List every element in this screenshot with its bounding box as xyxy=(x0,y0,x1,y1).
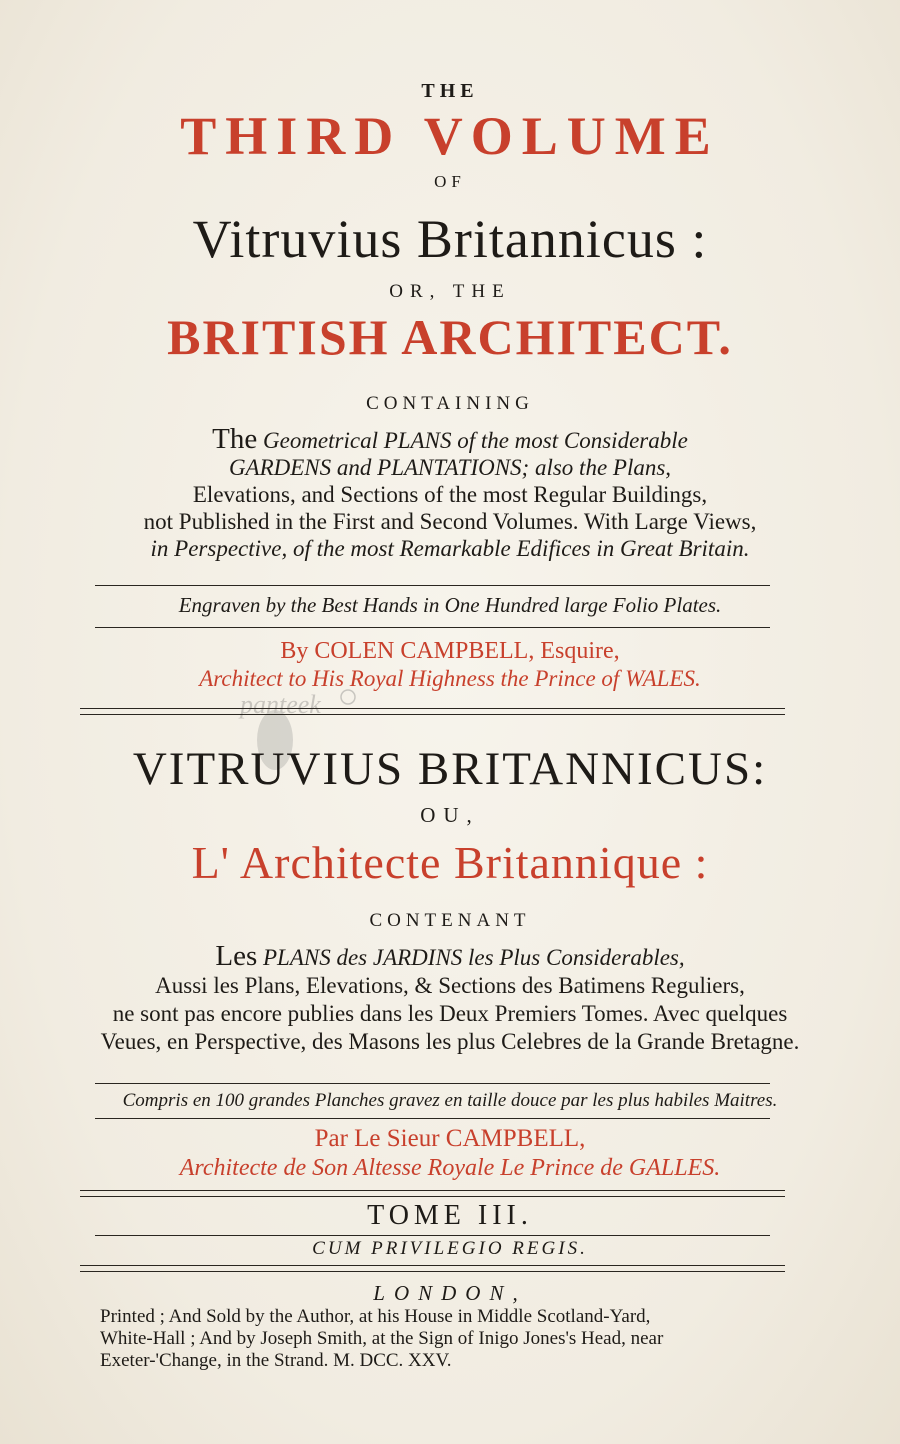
author-title-line: Architect to His Royal Highness the Prince of WALES. xyxy=(199,666,701,691)
heading-or-the: OR, THE xyxy=(389,281,511,302)
heading-the: THE xyxy=(421,80,479,102)
rule-divider xyxy=(95,1118,770,1119)
french-desc-first-word: Les xyxy=(215,940,258,972)
double-rule-divider xyxy=(80,1190,785,1197)
english-description xyxy=(60,423,840,562)
heading-of: OF xyxy=(434,172,466,191)
double-rule-divider xyxy=(80,1265,785,1272)
label-contenant: CONTENANT xyxy=(369,910,531,931)
heading-third-volume: THIRD VOLUME xyxy=(180,106,720,166)
imprint-line-1: Printed ; And Sold by the Author, at his House in Middle Scotland-Yard, xyxy=(100,1306,651,1327)
heading-british-architect: BRITISH ARCHITECT. xyxy=(167,309,733,365)
heading-vitruvius-britannicus: Vitruvius Britannicus : xyxy=(192,209,708,269)
imprint-line-3: Exeter-'Change, in the Strand. M. DCC. XXV. xyxy=(100,1350,452,1371)
french-heading-ou: OU, xyxy=(420,803,480,827)
english-desc-line-1-rest: Geometrical PLANS of the most Considerable xyxy=(257,428,688,453)
french-description xyxy=(60,942,840,1056)
french-desc-line-4: Veues, en Perspective, des Masons les plus Celebres de la Grande Bretagne. xyxy=(100,1029,800,1054)
rule-divider xyxy=(95,1235,770,1236)
english-desc-first-word: The xyxy=(212,423,258,455)
french-desc-line-2: Aussi les Plans, Elevations, & Sections des Batimens Reguliers, xyxy=(155,973,745,998)
french-author-title-line: Architecte de Son Altesse Royale Le Prince de GALLES. xyxy=(179,1155,721,1181)
imprint-paragraph xyxy=(100,1306,765,1372)
french-author-line: Par Le Sieur CAMPBELL, xyxy=(314,1125,586,1152)
french-heading-architecte: L' Architecte Britannique : xyxy=(191,837,709,888)
english-desc-line-4: not Published in the First and Second Volumes. With Large Views, xyxy=(143,509,757,534)
compris-line: Compris en 100 grandes Planches gravez en taille douce par les plus habiles Maitres. xyxy=(122,1090,778,1111)
author-by-line: By COLEN CAMPBELL, Esquire, xyxy=(280,638,620,664)
english-desc-line-1 xyxy=(60,423,840,455)
french-heading-vitruvius: VITRUVIUS BRITANNICUS: xyxy=(132,743,768,795)
imprint-london: LONDON, xyxy=(373,1281,527,1305)
french-desc-line-3: ne sont pas encore publies dans les Deux Premiers Tomes. Avec quelques xyxy=(112,1001,788,1026)
english-desc-line-5: in Perspective, of the most Remarkable Edifices in Great Britain. xyxy=(150,536,750,561)
french-desc-line-1-rest: PLANS des JARDINS les Plus Considerables, xyxy=(257,945,685,970)
tome-label: TOME III. xyxy=(367,1200,533,1231)
english-desc-line-3: Elevations, and Sections of the most Regular Buildings, xyxy=(192,482,708,507)
rule-divider xyxy=(95,1083,770,1084)
rule-divider xyxy=(95,585,770,586)
double-rule-divider xyxy=(80,708,785,715)
watermark-text: panteek xyxy=(240,690,321,719)
english-desc-line-2: GARDENS and PLANTATIONS; also the Plans, xyxy=(228,455,672,480)
french-desc-line-1 xyxy=(60,942,840,972)
privilege-line: CUM PRIVILEGIO REGIS. xyxy=(312,1238,588,1259)
label-containing: CONTAINING xyxy=(366,393,534,414)
imprint-line-2: White-Hall ; And by Joseph Smith, at the Sign of Inigo Jones's Head, near xyxy=(100,1328,664,1349)
rule-divider xyxy=(95,627,770,628)
engraven-line: Engraven by the Best Hands in One Hundred large Folio Plates. xyxy=(178,593,722,617)
